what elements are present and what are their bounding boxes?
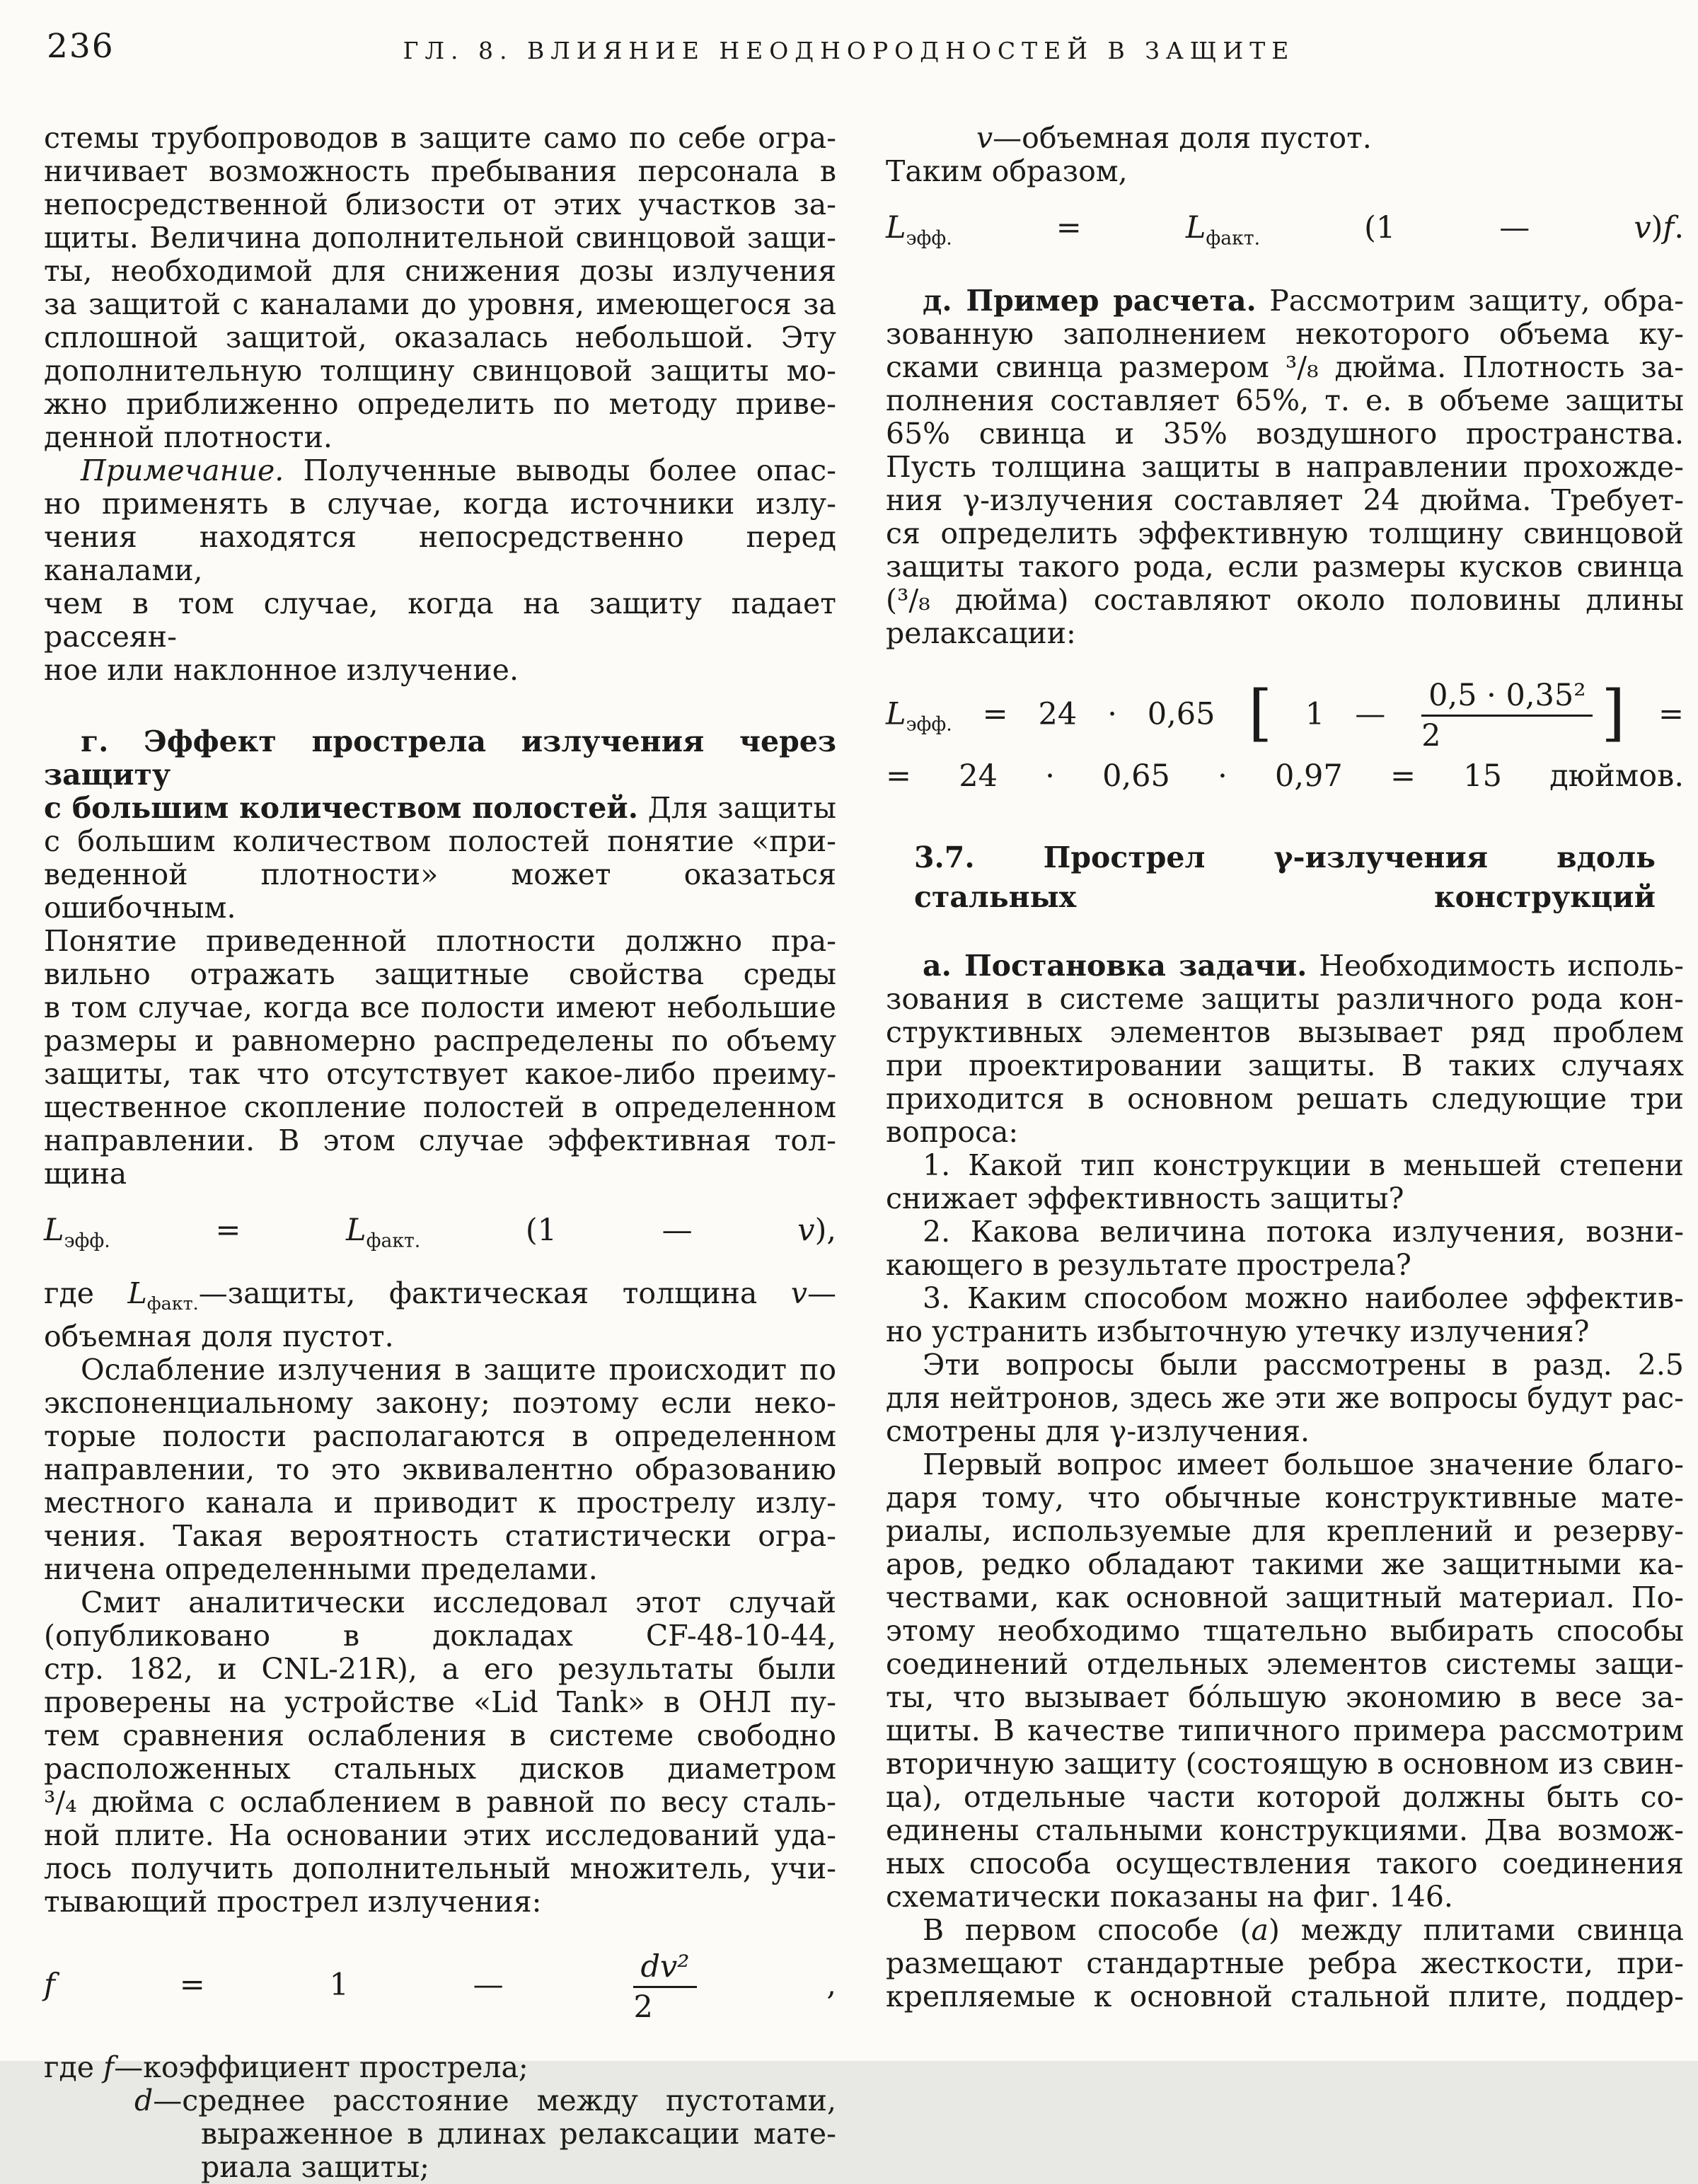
text-line <box>886 949 1684 983</box>
equals-sign: = <box>952 210 1186 245</box>
text-span: д. Пример расчета. <box>923 283 1257 318</box>
formula-subscript: факт. <box>1206 227 1261 250</box>
text-span: —коэффициент прострела; <box>114 2050 529 2084</box>
text-line: лось получить дополнительный множитель, учи- <box>44 1851 836 1885</box>
text-line: торые полости располагаются в определенном <box>44 1419 836 1453</box>
text-line: размещают стандартные ребра жесткости, при- <box>886 1946 1684 1981</box>
section-g-paragraph <box>44 725 836 1191</box>
fraction-numerator: 0,5 · 0,35² <box>1421 678 1593 717</box>
text-span: —среднее расстояние между пустотами, <box>153 2083 836 2117</box>
paragraph-where <box>44 1277 836 1353</box>
formula-var: L <box>44 1213 64 1248</box>
text-line: релаксации: <box>886 616 1076 650</box>
paragraph-attenuation <box>44 1353 836 1586</box>
text-line <box>886 284 1684 318</box>
paragraph-definition-continuation <box>886 122 1684 188</box>
text-line: Понятие приведенной плотности должно пра- <box>44 924 836 958</box>
text-line: Ослабление излучения в защите происходит по <box>81 1352 836 1387</box>
text-span: с большим количеством полостей. <box>44 791 638 825</box>
text-line: сками свинца размером ³/₈ дюйма. Плотность за- <box>886 349 1684 384</box>
section-heading-3-7 <box>914 838 1656 917</box>
text-line: для нейтронов, здесь же эти же вопросы будут рас- <box>886 1381 1684 1416</box>
text-line: этому необходимо тщательно выбирать способы <box>886 1614 1684 1648</box>
formula-subscript: эфф. <box>906 227 952 250</box>
formula-effective-thickness-full <box>886 209 1684 250</box>
text-line: ся определить эффективную толщину свинцовой <box>886 516 1684 550</box>
text-line: в том случае, когда все полости имеют небольшие <box>44 990 836 1024</box>
formula-subscript: эфф. <box>906 713 952 736</box>
text-line: ной плите. На основании этих исследований уда- <box>44 1818 836 1852</box>
text-line: снижает эффективность защиты? <box>886 1181 1404 1216</box>
formula-var: L <box>1185 210 1206 245</box>
text-line: вопроса: <box>886 1115 1019 1150</box>
text-span: где <box>44 2050 104 2084</box>
equals-sign: = <box>110 1213 347 1248</box>
text-line: (³/₈ дюйма) составляют около половины длины <box>886 582 1684 617</box>
text-line: ³/₄ дюйма с ослаблением в равной по весу сталь- <box>44 1784 836 1819</box>
text-line: чения. Такая вероятность статистически огра- <box>44 1518 836 1553</box>
text-line: проверены на устройстве «Lid Tank» в ОНЛ пу- <box>44 1685 836 1719</box>
text-line: стр. 182, и CNL-21R), а его результаты были <box>44 1651 836 1686</box>
formula-text: = 24 · 0,65 <box>952 695 1246 732</box>
text-line <box>886 1914 1684 1947</box>
text-line: единены стальными конструкциями. Два возмож- <box>886 1813 1684 1848</box>
section-heading-line: 3.7. Прострел γ-излучения вдоль <box>914 840 1656 875</box>
formula-text: 1 — <box>1275 695 1416 732</box>
formula-var: v <box>797 1213 815 1248</box>
text-span: —объемная доля пустот. <box>993 121 1372 155</box>
text-line: защиты, так что отсутствует какое-либо преиму- <box>44 1057 836 1091</box>
left-column <box>44 122 836 2184</box>
text-span: d <box>134 2083 154 2117</box>
text-line: риалы, используемые для креплений и резерву- <box>886 1514 1684 1549</box>
text-span: ) между плитами свинца <box>1268 1913 1684 1948</box>
text-line: с большим количеством полостей понятие «при- <box>44 824 836 858</box>
text-line: экспоненциальному закону; поэтому если неко- <box>44 1385 836 1420</box>
text-line: тывающий прострел излучения: <box>44 1884 542 1919</box>
text-line: чем в том случае, когда на защиту падает рассеян- <box>44 587 836 654</box>
text-line: объемная доля пустот. <box>44 1319 394 1353</box>
formula-var: L <box>886 210 906 245</box>
section-heading-line: стальных конструкций <box>914 880 1656 915</box>
text-line: вторичную защиту (состоящую в основном из свин- <box>886 1747 1684 1781</box>
text-line: направлении, то это эквивалентно образованию <box>44 1452 836 1486</box>
fraction <box>1421 678 1593 753</box>
text-line: чествами, как основной защитный материал. По- <box>886 1581 1684 1615</box>
text-line: полнения составляет 65%, т. е. в объеме защиты <box>886 383 1684 417</box>
text-line: тем сравнения ослабления в системе свободно <box>44 1718 836 1752</box>
text-line: при проектировании защиты. В таких случаях <box>886 1048 1684 1083</box>
text-line: выраженное в длинах релаксации мате- <box>201 2116 836 2151</box>
text-line: Первый вопрос имеет большое значение благо- <box>923 1448 1684 1482</box>
text-line: стемы трубопроводов в защите само по себе огра- <box>44 121 836 155</box>
text-span: факт. <box>146 1292 199 1314</box>
text-line: крепляемые к основной стальной плите, поддер- <box>886 1980 1684 2014</box>
text-line: Таким образом, <box>886 154 1128 188</box>
text-line: непосредственной близости от этих участков за- <box>44 187 836 221</box>
formula-penetration-factor <box>44 1950 836 2024</box>
text-span: Примечание. <box>81 453 284 487</box>
formula-subscript: факт. <box>366 1230 421 1252</box>
fraction <box>633 1950 696 2024</box>
formula-text: (1 — <box>420 1213 798 1248</box>
text-line: ния γ-излучения составляет 24 дюйма. Требует- <box>886 483 1684 517</box>
text-line: но устранить избыточную утечку излучения? <box>886 1315 1590 1349</box>
text-line: за защитой с каналами до уровня, имеющегося за <box>44 287 836 321</box>
formula-text: (1 — <box>1260 210 1634 245</box>
text-line: схематически показаны на фиг. 146. <box>886 1880 1453 1914</box>
formula-effective-thickness <box>44 1212 836 1253</box>
text-line: смотрены для γ-излучения. <box>886 1414 1310 1449</box>
text-span: L <box>127 1276 147 1310</box>
text-line: Эти вопросы были рассмотрены в разд. 2.5 <box>923 1348 1684 1382</box>
text-line: щиты. В качестве типичного примера рассмотрим <box>886 1714 1684 1748</box>
text-line: защиты такого рода, если размеры кусков свинца <box>886 549 1684 584</box>
formula-var: L <box>346 1213 366 1248</box>
text-span: Полученные выводы более опас- <box>284 453 836 487</box>
text-line: денной плотности. <box>44 420 333 454</box>
section-d-example-paragraph <box>886 284 1684 650</box>
text-line: размеры и равномерно распределены по объему <box>44 1024 836 1058</box>
text-line: ных способа осуществления такого соединения <box>886 1847 1684 1881</box>
text-line: даря тому, что обычные конструктивные мате- <box>886 1481 1684 1515</box>
text-line <box>44 2084 836 2117</box>
text-line: щественное скопление полостей в определенном <box>44 1090 836 1124</box>
text-line: кающего в результате прострела? <box>886 1248 1411 1283</box>
left-bracket: [ <box>1248 677 1272 749</box>
formula-text: ) <box>1651 210 1663 245</box>
text-span: Необходимость исполь- <box>1307 949 1684 983</box>
text-span: где <box>44 1276 128 1310</box>
fraction-numerator: dv² <box>633 1950 696 1988</box>
section-a-paragraph <box>886 949 1684 2013</box>
text-line: жно приближенно определить по методу приве- <box>44 387 836 421</box>
text-line: зования в системе защиты различного рода кон- <box>886 982 1684 1017</box>
text-span: а. Постановка задачи. <box>923 949 1307 983</box>
text-line: веденной плотности» может оказаться ошибочным. <box>44 857 836 925</box>
fraction-denominator: 2 <box>633 1989 653 2025</box>
text-line: аров, редко обладают такими же защитными ка- <box>886 1547 1684 1582</box>
text-line: чения находятся непосредственно перед каналами, <box>44 520 836 587</box>
text-span: f <box>103 2050 115 2084</box>
text-line <box>44 1277 836 1320</box>
text-line <box>886 122 1684 155</box>
formula-text: = 24 · 0,65 · 0,97 = 15 дюймов. <box>886 758 1684 794</box>
formula-text: = 1 — <box>54 1967 628 2003</box>
text-line: 1. Какой тип конструкции в меньшей степени <box>923 1148 1684 1183</box>
formula-var: v <box>1634 210 1651 245</box>
text-line: ное или наклонное излучение. <box>44 653 519 687</box>
text-line: (опубликовано в докладах CF-48-10-44, <box>44 1618 836 1653</box>
text-line <box>44 2051 836 2084</box>
paragraph-note <box>44 454 836 687</box>
text-line: 65% свинца и 35% воздушного пространства. <box>886 416 1684 451</box>
text-span: В первом способе ( <box>923 1913 1252 1948</box>
text-span: —защиты, фактическая толщина <box>198 1276 791 1310</box>
text-line: вильно отражать защитные свойства среды <box>44 957 836 991</box>
page-number: 236 <box>47 27 115 66</box>
formula-var: f <box>1663 210 1675 245</box>
text-line: ца), отдельные части которой должны быть со- <box>886 1780 1684 1815</box>
text-line <box>44 792 836 825</box>
formula-var: L <box>886 695 906 732</box>
text-line: но применять в случае, когда источники излу- <box>44 487 836 521</box>
formula-var: f <box>44 1967 55 2003</box>
paragraph-smith <box>44 1586 836 1919</box>
text-line: ничена определенными пределами. <box>44 1552 598 1586</box>
fraction-denominator: 2 <box>1421 718 1441 754</box>
text-line: щина <box>44 1157 127 1191</box>
text-line: местного канала и приводит к прострелу излу- <box>44 1485 836 1520</box>
text-line: соединений отдельных элементов системы защи- <box>886 1647 1684 1682</box>
text-line: риала защиты; <box>201 2149 429 2184</box>
text-line: ты, что вызывает бо́льшую экономию в весе за- <box>886 1680 1684 1715</box>
text-span: v <box>790 1276 807 1310</box>
text-line: ты, необходимой для снижения дозы излучения <box>44 254 836 288</box>
running-head: ГЛ. 8. ВЛИЯНИЕ НЕОДНОРОДНОСТЕЙ В ЗАЩИТЕ <box>403 37 1295 64</box>
right-bracket: ] <box>1601 677 1626 749</box>
text-span: Рассмотрим защиту, обра- <box>1256 283 1684 318</box>
text-span: — <box>807 1276 836 1310</box>
formula-calculation-line1 <box>886 676 1684 753</box>
text-line: ничивает возможность пребывания персонала в <box>44 154 836 188</box>
equals-sign: = <box>1628 695 1684 732</box>
text-span: г. Эффект прострела излучения через защиту <box>44 724 836 792</box>
text-line: Пусть толщина защиты в направлении прохожде- <box>886 449 1684 484</box>
definition-list <box>44 2051 836 2184</box>
text-span: v <box>976 121 993 155</box>
text-line: щиты. Величина дополнительной свинцовой защи- <box>44 221 836 255</box>
text-line <box>44 725 836 792</box>
text-line: зованную заполнением некоторого объема ку- <box>886 316 1684 351</box>
text-line: расположенных стальных дисков диаметром <box>44 1751 836 1786</box>
text-line <box>44 454 836 487</box>
text-span: Для защиты <box>637 791 836 825</box>
formula-text: , <box>702 1967 837 2003</box>
paragraph-continuation <box>44 122 836 454</box>
formula-text: ), <box>814 1213 837 1248</box>
formula-text: . <box>1674 210 1685 245</box>
text-line: приходится в основном решать следующие три <box>886 1082 1684 1116</box>
text-span: а <box>1251 1913 1269 1948</box>
text-line: сплошной защитой, оказалась небольшой. Эту <box>44 320 836 354</box>
text-line: структивных элементов вызывает ряд проблем <box>886 1015 1684 1050</box>
text-line: направлении. В этом случае эффективная тол- <box>44 1123 836 1157</box>
right-column <box>886 122 1684 2013</box>
formula-calculation-line2 <box>886 758 1684 796</box>
text-line: 2. Какова величина потока излучения, возни- <box>923 1215 1684 1249</box>
text-line: Смит аналитически исследовал этот случай <box>81 1585 836 1619</box>
formula-subscript: эфф. <box>64 1230 110 1252</box>
text-line: дополнительную толщину свинцовой защиты мо- <box>44 354 836 388</box>
text-line: 3. Каким способом можно наиболее эффектив- <box>923 1281 1684 1316</box>
